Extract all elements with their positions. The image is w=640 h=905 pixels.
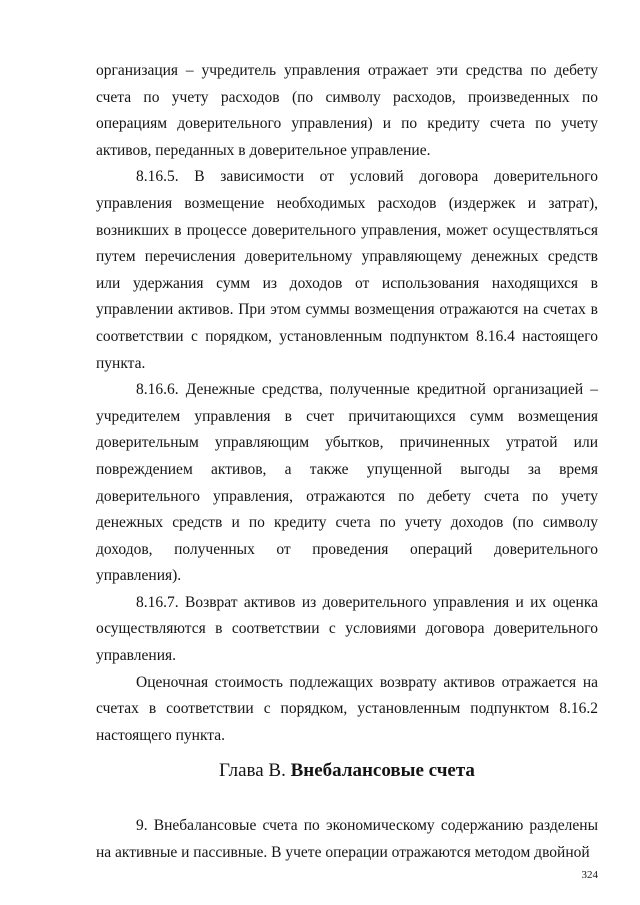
chapter-heading-title: Внебалансовые счета [290, 760, 475, 781]
body-text-top [96, 58, 598, 749]
paragraph-9: 9. Внебалансовые счета по экономическому содержанию разделены на активные и пассивные. В учете операции отражаются методом двойной [96, 817, 598, 861]
paragraph-valuation: Оценочная стоимость подлежащих возврату активов отражается на счетах в соответствии с порядком, установленным подпунктом 8.16.2 настоящего пункта. [96, 673, 598, 744]
chapter-heading-prefix: Глава В. [219, 760, 286, 781]
paragraph-8-16-6: 8.16.6. Денежные средства, полученные кредитной организацией – учредителем управления в счет причитающихся сумм возмещения доверительным управляющим убытков, причиненных утратой или повреждением активов, а также упущенной выгоды за время доверительного управления, отражаются по дебету счета по учету денежных средств и по кредиту счета по учету доходов (по символу доходов, полученных от проведения операций доверительного управления). [96, 381, 598, 585]
paragraph-8-16-7: 8.16.7. Возврат активов из доверительного управления и их оценка осуществляются в соответствии с условиями договора доверительного управления. [96, 593, 598, 665]
paragraph-8-16-5: 8.16.5. В зависимости от условий договора доверительного управления возмещение необходимых расходов (издержек и затрат), возникших в процессе доверительного управления, может осуществляться путем перечисления доверительному управляющему денежных средств или удержания сумм из доходов от использования находящихся в управлении активов. При этом суммы возмещения отражаются на счетах в соответствии с порядком, установленным подпунктом 8.16.4 настоящего пункта. [96, 168, 598, 372]
body-text-bottom [96, 813, 598, 866]
paragraph-continuation: организация – учредитель управления отражает эти средства по дебету счета по учету расходов (по символу расходов, произведенных по операциям доверительного управления) и по кредиту счета по учету активов, переданных в доверительное управление. [96, 62, 598, 159]
chapter-heading [96, 759, 598, 783]
page-number: 324 [581, 869, 598, 881]
